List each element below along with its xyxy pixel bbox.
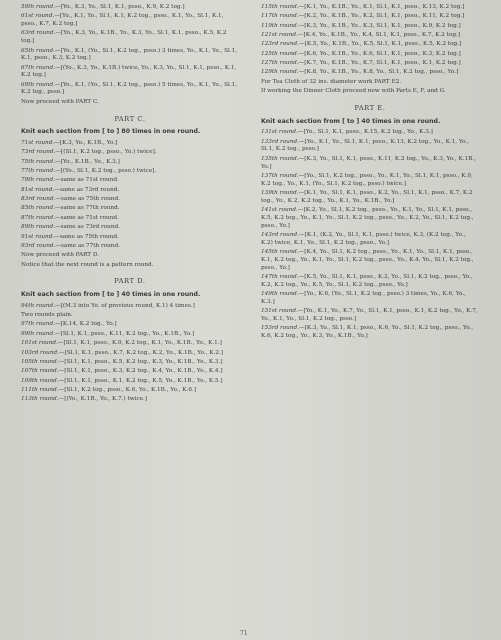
round-instructions: —[Yo., Sl.1, K.2 tog., psso., Yo., K.1, Yo., Sl.1, K.1, psso., K.9, K.2 tog., Yo., K.1, (Yo., Sl.1, K.2 tog., psso.) twice.] bbox=[261, 172, 473, 187]
round-label: 131st round. bbox=[261, 129, 298, 136]
round-label: 94th round. bbox=[21, 302, 55, 309]
pattern-round bbox=[261, 13, 479, 21]
round-label: 113th round. bbox=[21, 396, 59, 403]
round-instructions: —[Yo., K.1, Yo., K.7, Yo., Sl.1, K.1, psso., K.1, K.2 tog., Yo., K.7, Yo., K.1, Yo., Sl.1, K.2 tog., psso.] bbox=[261, 308, 478, 322]
round-instructions: —same as 75th round. bbox=[54, 233, 119, 240]
round-instructions: —same as 77th round. bbox=[55, 242, 120, 249]
round-instructions: —[K.6, Yo., K.1B., Yo., K.6, Sl.1, K.1, psso., K.3, K.2 tog.] bbox=[298, 50, 461, 57]
round-label: 145th round. bbox=[261, 249, 299, 255]
round-instructions: —[(M.3 into Yo. of previous round, K.1) 4 times.] bbox=[54, 302, 195, 309]
round-label: 75th round. bbox=[21, 158, 55, 165]
round-label: 153rd round. bbox=[261, 325, 299, 332]
round-label: 91st round. bbox=[21, 233, 55, 240]
round-label: 127th round. bbox=[261, 60, 299, 67]
round-instructions: —[Yo., K.1, (Yo., Sl.1, K.2 tog., psso.) 5 times, Yo., K.1, Yo., Sl.1, K.2 tog., psso.] bbox=[21, 81, 238, 96]
round-label: 67th round. bbox=[21, 64, 55, 71]
round-instructions: —[K.4, Yo., K.1B., Yo., K.4, Sl.1, K.1, psso., K.7, K.2 tog.] bbox=[297, 32, 461, 39]
pattern-round bbox=[21, 303, 239, 311]
round-label: 63rd round. bbox=[21, 30, 56, 37]
round-label: 109th round. bbox=[21, 377, 59, 384]
pattern-round bbox=[261, 4, 479, 12]
round-label: 77th round. bbox=[21, 168, 55, 175]
round-label: 135th round. bbox=[261, 155, 299, 162]
round-instructions: —[K.3, Yo., Sl.1, K.1, psso., K.11, K.2 tog., Yo., K.3, Yo., K.1B., Yo.] bbox=[261, 155, 476, 170]
round-label: 65th round. bbox=[21, 47, 55, 54]
part-heading: PART D. bbox=[114, 277, 146, 286]
round-label: 59th round. bbox=[21, 4, 55, 10]
round-instructions: —[Yo., K.1, (Yo., Sl.1, K.2 tog., psso.) 3 times, Yo., K.1, Yo., Sl.1, K.1, psso., K.3, K.2 tog.] bbox=[21, 47, 238, 62]
pattern-round bbox=[261, 249, 479, 272]
note-text: Notice that the next round is a pattern round. bbox=[21, 261, 154, 268]
round-instructions: —[Sl.1, K.1, psso., K.3, K.2 tog., K.4, Yo., K.1B., Yo., K.4.] bbox=[58, 368, 223, 375]
round-label: 97th round. bbox=[21, 321, 55, 328]
pattern-round bbox=[21, 350, 239, 358]
pattern-round bbox=[21, 65, 239, 81]
pattern-round bbox=[261, 232, 479, 248]
pattern-round bbox=[261, 207, 479, 230]
round-instructions: —[Sl.1, K.1, psso., K.5, K.2 tog., K.3, Yo., K.1B., Yo., K.3.] bbox=[58, 358, 223, 365]
round-label: 117th round. bbox=[261, 13, 299, 20]
round-label: 115th round. bbox=[261, 4, 299, 10]
round-label: 121st round. bbox=[261, 32, 298, 39]
round-label: 79th round. bbox=[21, 177, 55, 184]
round-label: 93rd round. bbox=[21, 242, 56, 249]
round-label: 105th round. bbox=[21, 358, 59, 365]
round-instructions: —same as 75th round. bbox=[55, 196, 120, 203]
pattern-round bbox=[261, 156, 479, 172]
pattern-round bbox=[21, 4, 239, 12]
round-instructions: —[Yo., K.3, Yo., K.1B., Yo., K.3, Yo., Sl.1, K.1, psso., K.5, K.2 tog.] bbox=[21, 30, 227, 45]
pattern-round bbox=[21, 368, 239, 376]
round-instructions: —[Yo., K.1, Yo., Sl.1, K.1, psso., K.13, K.2 tog., Yo., K.1, Yo., Sl.1, K.2 tog., psso.] bbox=[261, 138, 470, 153]
note-text: Now proceed with PART C. bbox=[21, 98, 99, 105]
pattern-round bbox=[261, 173, 479, 189]
pattern-round bbox=[261, 274, 479, 290]
round-instructions: —same as 73rd round. bbox=[54, 186, 120, 193]
round-instructions: —[K.4, Yo., Sl.1, K.2 tog., psso., Yo., K.1, Yo., Sl.1, K.1, psso., K.1, K.2 tog., Yo., K.1, Yo., Sl.1, K.2 tog., psso., Yo., K.4, Yo., Sl.1, K.2 tog., psso., Yo.] bbox=[261, 249, 474, 271]
pattern-round bbox=[261, 23, 479, 31]
round-instructions: —[(Yo., K.3, Yo., K.1B.) twice, Yo., K.3, Yo., Sl.1, K.1, psso., K.1, K.2 tog.] bbox=[21, 64, 237, 79]
round-instructions: —same as 71st round. bbox=[54, 214, 119, 221]
pattern-round bbox=[21, 359, 239, 367]
pattern-round bbox=[261, 51, 479, 59]
pattern-round bbox=[21, 159, 239, 167]
round-label: 125th round. bbox=[261, 50, 299, 57]
round-label: 139th round. bbox=[261, 189, 299, 196]
pattern-round bbox=[21, 168, 239, 176]
note-text: Now proceed with PART D. bbox=[21, 252, 100, 259]
round-instructions: —[K.8, Yo., K.1B., Yo., K.8, Yo., Sl.1, K.2 tog., psso., Yo.] bbox=[298, 69, 459, 76]
pattern-round bbox=[261, 129, 479, 137]
round-instructions: —[Sl.1, K.2 tog., psso., K.6, Yo., K.1B., Yo., K.6.] bbox=[58, 386, 196, 393]
round-instructions: —[(Yo., K.1B., Yo., K.7.) twice.] bbox=[58, 396, 148, 403]
round-instructions: —[K.1, Yo., Sl.1, K.1, psso., K.2, Yo., Sl.1, K.1, psso., K.7, K.2 tog., Yo., K.2, K.2 tog., Yo., K.1, Yo., K.1B., Yo.] bbox=[261, 189, 473, 204]
round-instructions: —[K.14, K.2 tog., Yo.] bbox=[54, 321, 117, 328]
pattern-round bbox=[21, 140, 239, 148]
pattern-round bbox=[261, 308, 479, 324]
pattern-round bbox=[21, 187, 239, 195]
round-instructions: —[K.7, Yo., K.1B., Yo., K.7, Sl.1, K.1, psso., K.1, K.2 tog.] bbox=[298, 60, 461, 67]
pattern-round bbox=[21, 48, 239, 64]
pattern-round bbox=[21, 387, 239, 395]
pattern-round bbox=[261, 190, 479, 206]
round-instructions: —[K.3, Yo., K.1B., Yo.] bbox=[54, 140, 118, 147]
round-instructions: —[K.5, Yo., Sl.1, K.1, psso., K.2, Yo., Sl.1, K.2 tog., psso., Yo., K.2, K.2 tog., Yo., K.5, Yo., Sl.1, K.2 tog., psso., Yo.] bbox=[261, 273, 473, 288]
round-instructions: —[(Sl.1, K.2 tog., psso., Yo.) twice]. bbox=[55, 149, 157, 156]
part-heading: PART E. bbox=[354, 103, 386, 112]
round-label: 85th round. bbox=[21, 205, 55, 212]
pattern-round bbox=[21, 234, 239, 242]
pattern-round bbox=[21, 224, 239, 232]
round-label: 129th round. bbox=[261, 69, 299, 76]
page-number: 71 bbox=[240, 630, 248, 637]
round-instructions: —[Yo., K.1, Yo., Sl.1, K.1, K.2 tog., psso., K.1, Yo., Sl.1, K.1, psso., K.7, K.2 tog.] bbox=[21, 13, 224, 28]
pattern-round bbox=[21, 321, 239, 329]
round-instructions: —[Yo., Sl.1, K.1, psso., K.15, K.2 tog., Yo., K.3.] bbox=[297, 129, 433, 136]
round-label: 123rd round. bbox=[261, 41, 299, 48]
round-instructions: —[K.1, (K.2, Yo., Sl.1, K.1, psso.) twice, K.3, (K.2 tog., Yo., K.2) twice, K.1, Yo., Sl.1, K.2 tog., psso., Yo.] bbox=[261, 231, 466, 246]
pattern-round bbox=[261, 60, 479, 68]
round-label: 141st round. bbox=[261, 207, 298, 214]
pattern-round bbox=[261, 325, 479, 341]
pattern-round bbox=[21, 196, 239, 204]
round-label: 61st round. bbox=[21, 13, 55, 20]
pattern-round bbox=[21, 149, 239, 157]
pattern-round bbox=[261, 291, 479, 307]
left-column bbox=[21, 4, 239, 406]
round-label: 149th round. bbox=[261, 290, 299, 297]
round-instructions: —[K.1, Yo., K.1B., Yo., K.1, Sl.1, K.1, psso., K.13, K.2 tog.] bbox=[298, 4, 465, 10]
pattern-round bbox=[261, 32, 479, 40]
round-instructions: —[K.3, Yo., K.1B., Yo., K.3, Sl.1, K.1, psso., K.9, K.2 tog.] bbox=[298, 22, 461, 29]
round-label: 147th round. bbox=[261, 273, 299, 280]
round-label: 143rd round. bbox=[261, 231, 299, 238]
round-label: 89th round. bbox=[21, 224, 55, 231]
pattern-round bbox=[21, 215, 239, 223]
pattern-round bbox=[21, 331, 239, 339]
pattern-round bbox=[21, 205, 239, 213]
section-instruction: Knit each section from [ to ] 40 times in one round. bbox=[261, 117, 441, 125]
round-instructions: —[K.3, Yo., Sl.1, K.1, psso., K.6, Yo., Sl.1, K.2 tog., psso., Yo., K.6, K.2 tog., Yo., K.3, Yo., K.1B., Yo.] bbox=[261, 325, 474, 339]
round-instructions: —[Sl.1, K.1, psso., K.11, K.2 tog., Yo., K.1B., Yo.] bbox=[54, 330, 195, 337]
pattern-round bbox=[21, 13, 239, 29]
round-label: 83rd round. bbox=[21, 196, 56, 203]
round-label: 99th round. bbox=[21, 330, 55, 337]
round-instructions: —[Yo., K.3, Yo., Sl.1, K.1, psso., K.9, K.2 tog.] bbox=[54, 4, 185, 10]
round-label: 133rd round. bbox=[261, 138, 299, 145]
part-heading: PART C. bbox=[114, 114, 146, 123]
pattern-round bbox=[261, 139, 479, 155]
note-text: If working the Dinner Cloth proceed now with Parts E, F, and G. bbox=[261, 88, 446, 95]
round-instructions: —[Yo., K.1B., Yo., K.3.] bbox=[54, 158, 120, 165]
round-instructions: —[Sl.1, K.1, psso., K.7, K.2 tog., K.2, Yo., K.1B., Yo., K.2.] bbox=[58, 349, 223, 356]
round-instructions: —same as 73rd round. bbox=[54, 224, 120, 231]
pattern-round bbox=[21, 378, 239, 386]
round-label: 101st round. bbox=[21, 340, 58, 347]
round-label: 111th round. bbox=[21, 386, 59, 393]
note-text: For Tea Cloth of 32 ins. diameter work PART E2. bbox=[261, 78, 402, 85]
round-label: 73rd round. bbox=[21, 149, 56, 156]
round-label: 119th round. bbox=[261, 22, 299, 29]
round-instructions: —[K.2, Yo., K.1B., Yo., K.2, Sl.1, K.1, psso., K.11, K.2 tog.] bbox=[298, 13, 465, 20]
pattern-round bbox=[21, 243, 239, 251]
pattern-round bbox=[261, 41, 479, 49]
section-instruction: Knit each section from [ to ] 40 times in one round. bbox=[21, 291, 201, 299]
pattern-round bbox=[21, 396, 239, 404]
round-instructions: —[K.5, Yo., K.1B., Yo., K.5, Sl.1, K.1, psso., K.5, K.2 tog.] bbox=[298, 41, 462, 48]
round-label: 69th round. bbox=[21, 81, 55, 88]
round-label: 103rd round. bbox=[21, 349, 59, 356]
round-instructions: —[Sl.1, K.1, psso., K.1, K.2 tog., K.5, Yo., K.1B., Yo., K.5.] bbox=[58, 377, 223, 384]
note-text: Two rounds plain. bbox=[21, 312, 73, 319]
round-label: 151st round. bbox=[261, 308, 298, 315]
pattern-round bbox=[21, 177, 239, 185]
round-label: 137th round. bbox=[261, 172, 299, 179]
pattern-round bbox=[21, 30, 239, 46]
round-instructions: —[Yo., K.6, (Yo., Sl.1, K.2 tog., psso.) 3 times, Yo., K.6, Yo., K.3.] bbox=[261, 290, 466, 305]
round-label: 107th round. bbox=[21, 368, 59, 375]
round-instructions: —[Sl.1, K.1, psso., K.9, K.2 tog., K.1, Yo., K.1B., Yo., K.1.] bbox=[57, 340, 222, 347]
pattern-round bbox=[21, 82, 239, 98]
round-label: 87th round. bbox=[21, 214, 55, 221]
round-instructions: —[K.2, Yo., Sl.1, K.2 tog., psso., Yo., K.1, Yo., Sl.1, K.1, psso., K.5, K.2 tog., Yo., K.1, Yo., Sl.1, K.2 tog., psso., Yo., K.2, Yo., Sl.1, K.2 tog., psso., Yo.] bbox=[261, 207, 474, 229]
round-instructions: —same as 71st round. bbox=[54, 177, 119, 184]
round-instructions: —same as 77th round. bbox=[54, 205, 120, 212]
section-instruction: Knit each section from [ to ] 80 times in one round. bbox=[21, 128, 201, 136]
pattern-round bbox=[261, 69, 479, 77]
round-label: 71st round. bbox=[21, 140, 55, 147]
right-column bbox=[261, 4, 479, 342]
round-instructions: —[(Yo., Sl.1, K.2 tog., psso.) twice]. bbox=[54, 168, 157, 175]
pattern-round bbox=[21, 340, 239, 348]
round-label: 81st round. bbox=[21, 186, 55, 193]
